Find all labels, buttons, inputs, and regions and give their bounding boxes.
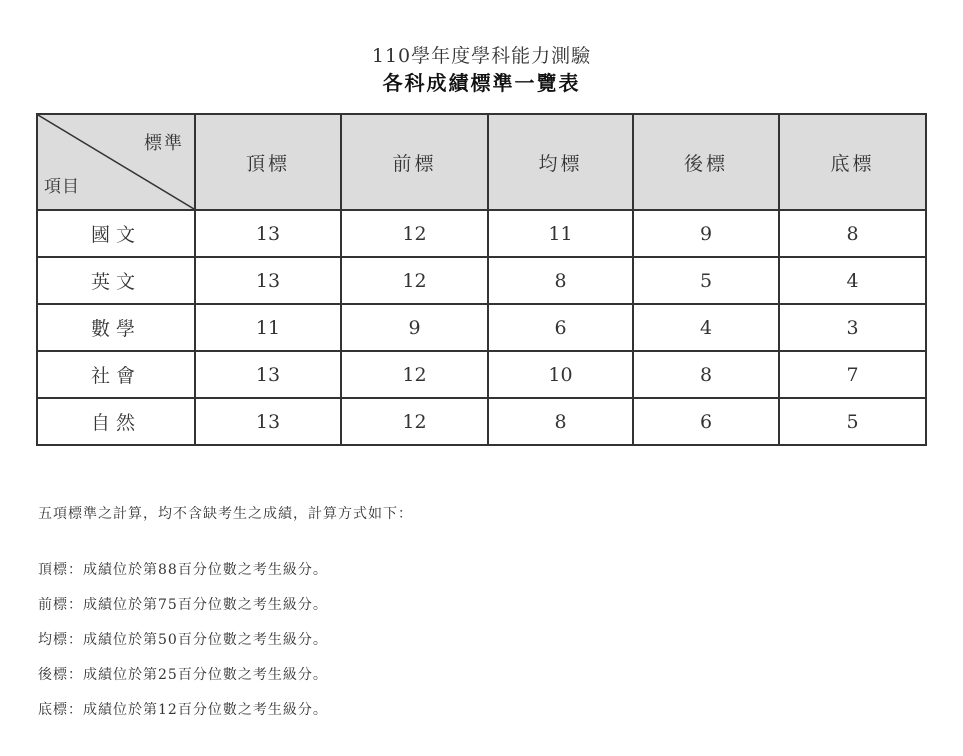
score-cell: 5 <box>633 257 779 304</box>
column-header: 後標 <box>633 114 779 210</box>
note-line-back-standard: 後標：成績位於第25百分位數之考生級分。 <box>38 667 328 683</box>
note-line-front-standard: 前標：成績位於第75百分位數之考生級分。 <box>38 597 328 613</box>
score-cell: 8 <box>633 351 779 398</box>
subject-cell: 自然 <box>37 398 195 445</box>
score-cell: 12 <box>341 351 488 398</box>
score-cell: 8 <box>779 210 926 257</box>
document-title: 110學年度學科能力測驗 <box>371 45 592 67</box>
score-cell: 12 <box>341 210 488 257</box>
subject-cell: 英文 <box>37 257 195 304</box>
score-cell: 8 <box>488 398 633 445</box>
score-cell: 11 <box>195 304 341 351</box>
table-row <box>37 210 926 257</box>
score-cell: 12 <box>341 257 488 304</box>
table-row <box>37 257 926 304</box>
score-cell: 10 <box>488 351 633 398</box>
score-cell: 13 <box>195 257 341 304</box>
score-cell: 4 <box>779 257 926 304</box>
note-line-average-standard: 均標：成績位於第50百分位數之考生級分。 <box>38 632 328 648</box>
note-line-bottom-standard: 底標：成績位於第12百分位數之考生級分。 <box>38 702 328 718</box>
calculation-notes <box>38 503 413 736</box>
note-line-top-standard: 頂標：成績位於第88百分位數之考生級分。 <box>38 562 328 578</box>
score-cell: 7 <box>779 351 926 398</box>
score-cell: 8 <box>488 257 633 304</box>
table-header-row <box>37 114 926 210</box>
column-header: 底標 <box>779 114 926 210</box>
score-cell: 9 <box>633 210 779 257</box>
score-standards-table <box>36 113 927 446</box>
score-cell: 12 <box>341 398 488 445</box>
score-cell: 5 <box>779 398 926 445</box>
corner-label-item: 項目 <box>44 177 80 197</box>
score-cell: 6 <box>633 398 779 445</box>
table-row <box>37 398 926 445</box>
table-row <box>37 304 926 351</box>
column-header: 前標 <box>341 114 488 210</box>
column-header: 均標 <box>488 114 633 210</box>
corner-label-standard: 標準 <box>144 133 184 154</box>
score-cell: 13 <box>195 398 341 445</box>
score-cell: 13 <box>195 210 341 257</box>
score-cell: 3 <box>779 304 926 351</box>
subject-cell: 數學 <box>37 304 195 351</box>
score-cell: 4 <box>633 304 779 351</box>
table-corner-cell <box>37 114 195 210</box>
score-cell: 13 <box>195 351 341 398</box>
score-cell: 6 <box>488 304 633 351</box>
score-cell: 11 <box>488 210 633 257</box>
notes-intro: 五項標準之計算，均不含缺考生之成績，計算方式如下： <box>38 506 413 522</box>
subject-cell: 社會 <box>37 351 195 398</box>
table-row <box>37 351 926 398</box>
document-subtitle: 各科成績標準一覽表 <box>382 71 581 95</box>
subject-cell: 國文 <box>37 210 195 257</box>
score-cell: 9 <box>341 304 488 351</box>
column-header: 頂標 <box>195 114 341 210</box>
document-title-block <box>0 44 963 98</box>
